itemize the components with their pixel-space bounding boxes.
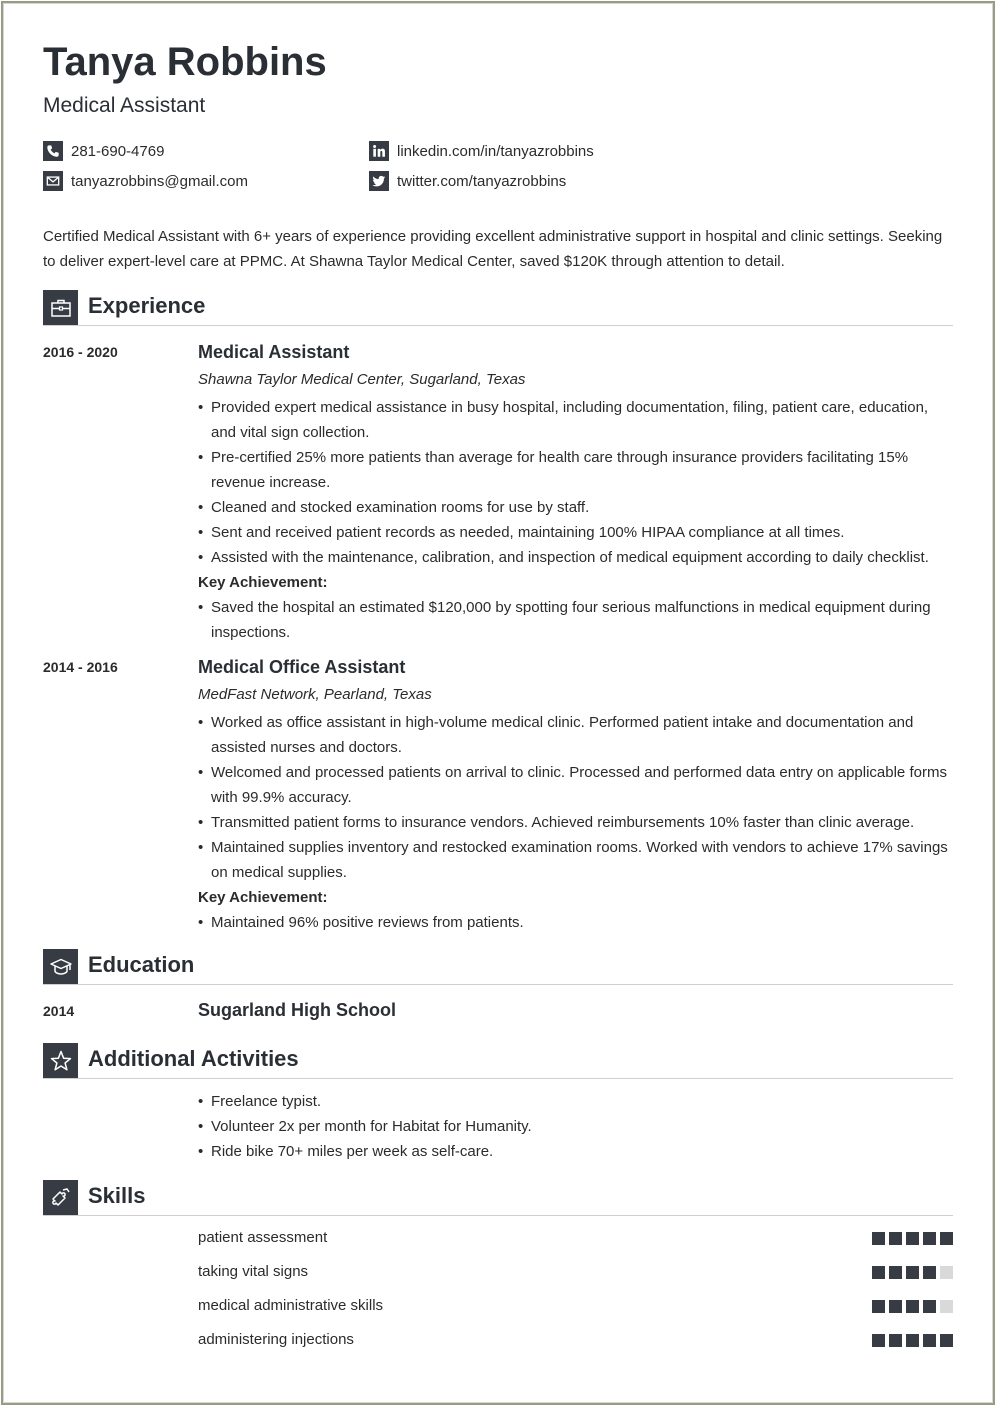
email-icon — [43, 171, 63, 191]
skill-rating — [868, 1232, 953, 1245]
education-year: 2014 — [43, 1003, 75, 1019]
activities-list — [198, 1089, 953, 1164]
briefcase-icon — [43, 290, 78, 325]
activities-section-header — [43, 1043, 953, 1079]
list-item: • Ride bike 70+ miles per week as self-care. — [198, 1139, 953, 1164]
list-item: • Welcomed and processed patients on arrival to clinic. Processed and performed data entry on applicable forms with 99.9% accuracy. — [198, 760, 953, 810]
graduation-cap-icon — [43, 949, 78, 984]
job-bullets — [198, 710, 953, 885]
list-item: • Cleaned and stocked examination rooms for use by staff. — [198, 495, 953, 520]
rating-filled-square — [889, 1232, 902, 1245]
skill-name: taking vital signs — [198, 1263, 309, 1280]
job-company: MedFast Network, Pearland, Texas — [198, 686, 432, 703]
list-item: • Transmitted patient forms to insurance vendors. Achieved reimbursements 10% faster than clinic average. — [198, 810, 953, 835]
job-title: Medical Assistant — [198, 342, 350, 362]
rating-filled-square — [906, 1334, 919, 1347]
phone-text[interactable]: 281-690-4769 — [71, 142, 165, 160]
list-item: • Maintained 96% positive reviews from patients. — [198, 910, 953, 935]
rating-filled-square — [889, 1266, 902, 1279]
skill-rating — [868, 1266, 953, 1279]
education-school: Sugarland High School — [198, 1000, 397, 1020]
skill-name: administering injections — [198, 1331, 354, 1348]
rating-filled-square — [872, 1266, 885, 1279]
list-item: • Pre-certified 25% more patients than average for health care through insurance providers facilitating 15% revenue increase. — [198, 445, 953, 495]
phone-icon — [43, 141, 63, 161]
skill-rating — [868, 1300, 953, 1313]
rating-filled-square — [923, 1266, 936, 1279]
twitter-icon — [369, 171, 389, 191]
activities-heading: Additional Activities — [88, 1046, 299, 1071]
achievement-bullets — [198, 595, 953, 645]
rating-filled-square — [940, 1232, 953, 1245]
education-section-header — [43, 949, 953, 985]
rating-filled-square — [923, 1232, 936, 1245]
star-icon — [43, 1043, 78, 1078]
contact-linkedin — [369, 141, 594, 161]
linkedin-icon — [369, 141, 389, 161]
key-achievement-label: Key Achievement: — [198, 574, 328, 591]
skill-row — [198, 1331, 953, 1351]
skill-name: medical administrative skills — [198, 1297, 384, 1314]
rating-filled-square — [923, 1334, 936, 1347]
job-bullets — [198, 395, 953, 570]
list-item: • Maintained supplies inventory and restocked examination rooms. Worked with vendors to achieve 17% savings on medical supplies. — [198, 835, 953, 885]
rating-filled-square — [872, 1232, 885, 1245]
job-entry — [198, 341, 953, 645]
skills-section-header — [43, 1180, 953, 1216]
job-entry — [198, 656, 953, 935]
rating-filled-square — [872, 1334, 885, 1347]
candidate-title: Medical Assistant — [43, 94, 206, 117]
candidate-name: Tanya Robbins — [43, 40, 327, 84]
list-item: • Volunteer 2x per month for Habitat for Humanity. — [198, 1114, 953, 1139]
key-achievement-label: Key Achievement: — [198, 889, 328, 906]
job-company: Shawna Taylor Medical Center, Sugarland, Texas — [198, 371, 526, 388]
professional-summary: Certified Medical Assistant with 6+ years of experience providing excellent administrative support in hospital and clinic settings. Seeking to deliver expert-level care at PPMC. At Shawna Taylor Medical Center, saved $120K through attention to detail. — [43, 228, 943, 270]
experience-section-header — [43, 290, 953, 326]
skill-row — [198, 1263, 953, 1283]
contact-email — [43, 171, 248, 191]
job-title: Medical Office Assistant — [198, 657, 406, 677]
list-item: • Saved the hospital an estimated $120,000 by spotting four serious malfunctions in medical equipment during inspections. — [198, 595, 953, 645]
experience-heading: Experience — [88, 293, 206, 318]
achievement-bullets — [198, 910, 953, 935]
rating-filled-square — [872, 1300, 885, 1313]
skill-row — [198, 1297, 953, 1317]
job-dates: 2016 - 2020 — [43, 344, 118, 360]
twitter-text[interactable]: twitter.com/tanyazrobbins — [397, 172, 567, 190]
linkedin-text[interactable]: linkedin.com/in/tanyazrobbins — [397, 142, 594, 160]
skill-row — [198, 1229, 953, 1249]
list-item: • Provided expert medical assistance in busy hospital, including documentation, filing, patient care, education, and vital sign collection. — [198, 395, 953, 445]
list-item: • Sent and received patient records as needed, maintaining 100% HIPAA compliance at all times. — [198, 520, 953, 545]
rating-filled-square — [906, 1232, 919, 1245]
contact-phone — [43, 141, 164, 161]
list-item: • Assisted with the maintenance, calibration, and inspection of medical equipment according to daily checklist. — [198, 545, 953, 570]
email-text[interactable]: tanyazrobbins@gmail.com — [71, 172, 248, 190]
rating-filled-square — [940, 1334, 953, 1347]
rating-filled-square — [906, 1300, 919, 1313]
skill-name: patient assessment — [198, 1229, 328, 1246]
skill-rating — [868, 1334, 953, 1347]
list-item: • Worked as office assistant in high-volume medical clinic. Performed patient intake and documentation and assisted nurses and doctors. — [198, 710, 953, 760]
rating-filled-square — [889, 1334, 902, 1347]
rating-filled-square — [889, 1300, 902, 1313]
skills-heading: Skills — [88, 1183, 146, 1208]
rating-empty-square — [940, 1266, 953, 1279]
list-item: • Freelance typist. — [198, 1089, 953, 1114]
job-dates: 2014 - 2016 — [43, 659, 118, 675]
contact-twitter — [369, 171, 566, 191]
puzzle-icon — [43, 1180, 78, 1215]
rating-filled-square — [923, 1300, 936, 1313]
rating-empty-square — [940, 1300, 953, 1313]
rating-filled-square — [906, 1266, 919, 1279]
education-heading: Education — [88, 952, 195, 977]
